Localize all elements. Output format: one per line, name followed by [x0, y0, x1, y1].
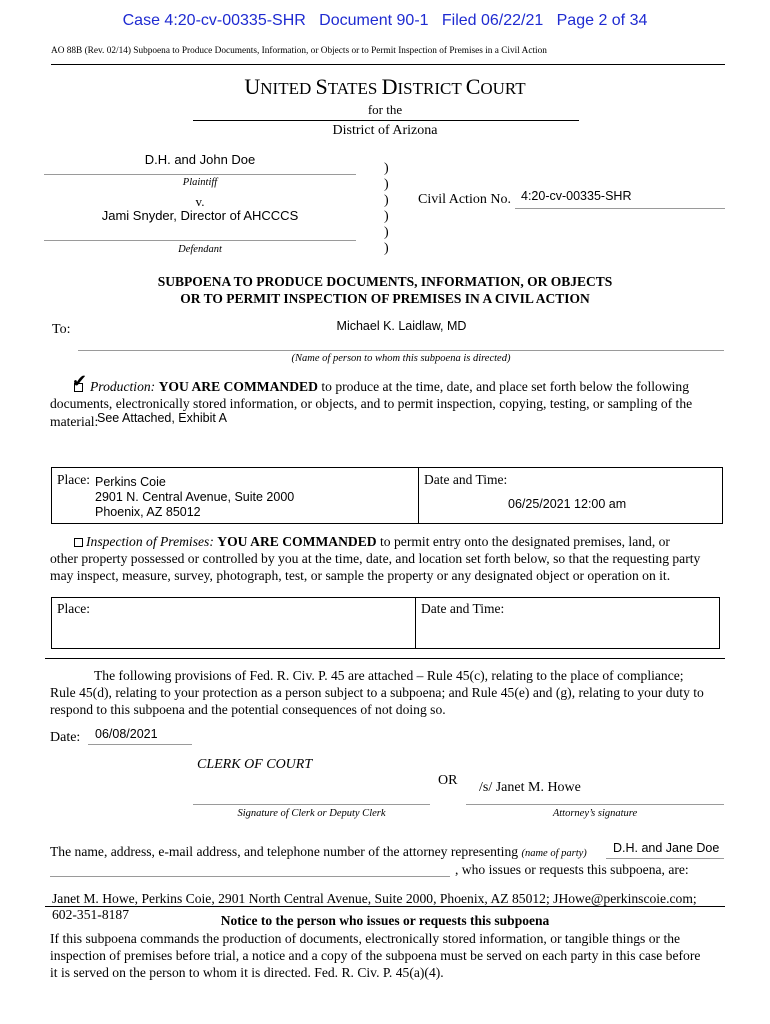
defendant-rule: [44, 240, 356, 241]
date-value[interactable]: 06/08/2021: [95, 727, 158, 741]
name-of-party-label: (name of party): [521, 848, 587, 859]
production-text-1: to produce at the time, date, and place set forth below the following: [321, 379, 690, 394]
production-command: YOU ARE COMMANDED: [158, 379, 318, 394]
inspection-line-2: other property possessed or controlled by you at the time, date, and location set forth below, so that the requesting party: [50, 551, 701, 566]
provisions-line-2: Rule 45(d), relating to your protection as a person subject to a subpoena; and Rule 45(e) and (g), relating to your duty to: [50, 685, 704, 700]
production-place-line-3[interactable]: Phoenix, AZ 85012: [95, 505, 201, 519]
caption-paren: ): [384, 241, 389, 256]
plaintiff-name: D.H. and John Doe: [144, 152, 256, 167]
notice-title: Notice to the person who issues or requests this subpoena: [220, 913, 550, 928]
attorney-blank-rule: [50, 876, 450, 877]
date-rule: [88, 744, 192, 745]
production-checkbox[interactable]: [72, 371, 88, 392]
defendant-label: Defendant: [178, 244, 222, 255]
caption-paren: ): [384, 193, 389, 208]
inspection-line-3: may inspect, measure, survey, photograph, test, or sample the property or any designated object or operation on it.: [50, 568, 671, 583]
court-title-rest-3: ISTRICT: [397, 79, 466, 98]
inspection-place-box: [51, 597, 720, 649]
inspection-line-1: [74, 533, 670, 551]
attorney-contact-line-2[interactable]: 602-351-8187: [52, 907, 130, 922]
header-rule: [51, 64, 725, 65]
clerk-of-court: CLERK OF COURT: [197, 757, 313, 772]
plaintiff-rule: [44, 174, 356, 175]
recipient-rule: [78, 350, 724, 351]
date-label: Date:: [50, 730, 81, 745]
court-title-rest-4: OURT: [480, 79, 526, 98]
production-place-line-2[interactable]: 2901 N. Central Avenue, Suite 2000: [95, 490, 295, 504]
inspection-text-1: to permit entry onto the designated premises, land, or: [380, 534, 670, 549]
clerk-signature-caption: Signature of Clerk or Deputy Clerk: [237, 808, 386, 819]
plaintiff-label: Plaintiff: [182, 177, 218, 188]
provisions-line-1: The following provisions of Fed. R. Civ. P. 45 are attached – Rule 45(c), relating to the place of compliance;: [94, 668, 684, 683]
inspection-checkbox[interactable]: [74, 538, 83, 547]
court-title-cap-s: S: [315, 74, 328, 99]
court-title: [0, 74, 770, 100]
production-box-divider: [418, 467, 419, 524]
inspection-place-label: Place:: [57, 601, 90, 616]
or-label: OR: [438, 773, 458, 788]
material-label: material:: [50, 414, 99, 429]
attorney-contact-line-1[interactable]: Janet M. Howe, Perkins Coie, 2901 North Central Avenue, Suite 2000, Phoenix, AZ 85012; JHowe@perkinscoie.com;: [52, 891, 697, 906]
court-title-rest-1: NITED: [260, 79, 316, 98]
court-title-cap-u: U: [244, 74, 261, 99]
notice-line-1: If this subpoena commands the production of documents, electronically stored information, or tangible things or the: [50, 931, 681, 946]
civil-action-label: Civil Action No.: [418, 192, 511, 207]
for-the: for the: [367, 102, 403, 117]
subpoena-subtitle: OR TO PERMIT INSPECTION OF PREMISES IN A CIVIL ACTION: [180, 291, 590, 306]
case-stamp: Case 4:20-cv-00335-SHR Document 90-1 Filed 06/22/21 Page 2 of 34: [122, 12, 648, 29]
section-rule: [45, 658, 725, 659]
court-title-cap-c: C: [465, 74, 481, 99]
inspection-command: YOU ARE COMMANDED: [217, 534, 377, 549]
provisions-line-3: respond to this subpoena and the potential consequences of not doing so.: [50, 702, 446, 717]
production-line-2: documents, electronically stored information, or objects, and to permit inspection, copying, testing, or sampling of the: [50, 396, 693, 411]
party-value[interactable]: D.H. and Jane Doe: [613, 841, 720, 855]
production-line-1: [72, 371, 690, 396]
production-place-label: Place:: [57, 472, 90, 487]
attorney-signature-caption: Attorney’s signature: [552, 808, 638, 819]
caption-paren: ): [384, 225, 389, 240]
versus: v.: [195, 194, 205, 209]
notice-rule: [45, 906, 725, 907]
caption-paren: ): [384, 209, 389, 224]
subpoena-title: SUBPOENA TO PRODUCE DOCUMENTS, INFORMATION, OR OBJECTS: [157, 274, 613, 289]
form-id: AO 88B (Rev. 02/14) Subpoena to Produce Documents, Information, or Objects or to Permit Inspection of Premises in a Civil Action: [51, 46, 547, 56]
defendant-name: Jami Snyder, Director of AHCCCS: [101, 208, 299, 223]
production-datetime-label: Date and Time:: [424, 472, 508, 487]
recipient-name[interactable]: Michael K. Laidlaw, MD: [336, 319, 467, 333]
notice-line-2: inspection of premises before trial, a notice and a copy of the subpoena must be served on each party in this case before: [50, 948, 701, 963]
court-title-rest-2: TATES: [327, 79, 382, 98]
attorney-line-1-text: The name, address, e-mail address, and telephone number of the attorney representing: [50, 844, 519, 859]
civil-action-rule: [515, 208, 725, 209]
caption-paren: ): [384, 177, 389, 192]
inspection-datetime-label: Date and Time:: [421, 601, 505, 616]
to-label: To:: [52, 322, 71, 337]
district: District of Arizona: [332, 123, 438, 138]
attorney-line-2: , who issues or requests this subpoena, are:: [455, 862, 689, 877]
attorney-signature-rule: [466, 804, 724, 805]
clerk-signature-rule: [193, 804, 430, 805]
production-place-line-1[interactable]: Perkins Coie: [95, 475, 166, 489]
court-title-cap-d: D: [381, 74, 398, 99]
check-icon: ✔: [72, 371, 88, 392]
for-the-rule: [193, 120, 579, 121]
attorney-signature[interactable]: /s/ Janet M. Howe: [479, 780, 581, 795]
party-rule: [606, 858, 724, 859]
material-value[interactable]: See Attached, Exhibit A: [97, 411, 227, 425]
inspection-box-divider: [415, 597, 416, 649]
attorney-line-1: [50, 843, 587, 863]
civil-action-number[interactable]: 4:20-cv-00335-SHR: [521, 189, 632, 203]
inspection-label: Inspection of Premises:: [86, 534, 214, 549]
production-label: Production:: [90, 379, 156, 394]
recipient-caption: (Name of person to whom this subpoena is directed): [291, 353, 511, 364]
caption-paren: ): [384, 161, 389, 176]
notice-line-3: it is served on the person to whom it is directed. Fed. R. Civ. P. 45(a)(4).: [50, 965, 444, 980]
production-datetime-value[interactable]: 06/25/2021 12:00 am: [508, 497, 627, 511]
